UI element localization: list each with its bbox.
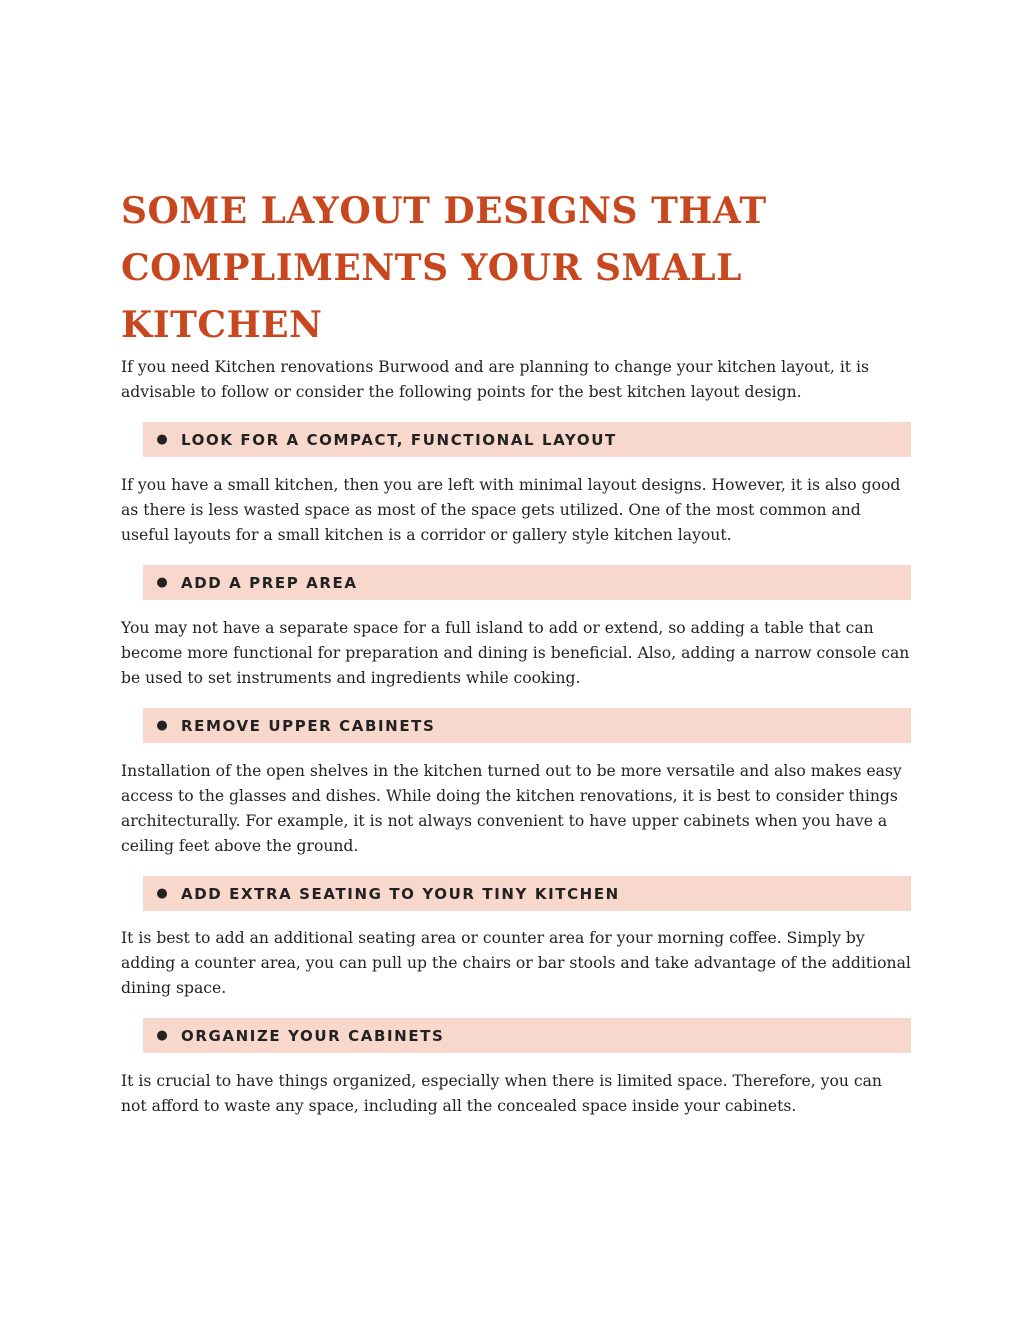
section-body-compact-layout: If you have a small kitchen, then you are left with minimal layout designs. However, it is also good as there is less wasted space as most of the space gets utilized. One of the most common and useful layouts for a small kitchen is a corridor or gallery style kitchen layout. (121, 476, 901, 544)
page-title-line-2: COMPLIMENTS YOUR SMALL KITCHEN (121, 247, 742, 346)
section-heading-text: REMOVE UPPER CABINETS (181, 716, 436, 735)
section-body-organize-cabinets: It is crucial to have things organized, especially when there is limited space. Therefore, you can not afford to waste any space, including all the concealed space inside your cabinets. (121, 1072, 882, 1115)
section-body-upper-cabinets: Installation of the open shelves in the kitchen turned out to be more versatile and also makes easy access to the glasses and dishes. While doing the kitchen renovations, it is best to consider things architecturally. For example, it is not always convenient to have upper cabinets when you have a ceiling feet above the ground. (121, 762, 902, 855)
bullet-icon: ● (156, 575, 168, 590)
section-heading-text: ADD A PREP AREA (181, 573, 358, 592)
page-title (121, 183, 911, 354)
section-heading-text: ADD EXTRA SEATING TO YOUR TINY KITCHEN (181, 884, 620, 903)
bullet-icon: ● (156, 886, 168, 901)
section-body-prep-area: You may not have a separate space for a full island to add or extend, so adding a table that can become more functional for preparation and dining is beneficial. Also, adding a narrow console can be used to set instruments and ingredients while cooking. (121, 619, 910, 687)
bullet-icon: ● (156, 432, 168, 447)
section-heading-prep-area (143, 565, 911, 600)
section-heading-organize-cabinets (143, 1018, 911, 1053)
bullet-icon: ● (156, 718, 168, 733)
section-heading-compact-layout (143, 422, 911, 457)
page-title-line-1: SOME LAYOUT DESIGNS THAT (121, 190, 767, 232)
section-heading-upper-cabinets (143, 708, 911, 743)
intro-paragraph: If you need Kitchen renovations Burwood and are planning to change your kitchen layout, it is advisable to follow or consider the following points for the best kitchen layout design. (121, 358, 870, 401)
section-body-extra-seating: It is best to add an additional seating area or counter area for your morning coffee. Simply by adding a counter area, you can pull up the chairs or bar stools and take advantage of the additional dining space. (121, 929, 911, 997)
section-heading-text: LOOK FOR A COMPACT, FUNCTIONAL LAYOUT (181, 430, 617, 449)
section-heading-text: ORGANIZE YOUR CABINETS (181, 1026, 445, 1045)
section-heading-extra-seating (143, 876, 911, 911)
bullet-icon: ● (156, 1028, 168, 1043)
